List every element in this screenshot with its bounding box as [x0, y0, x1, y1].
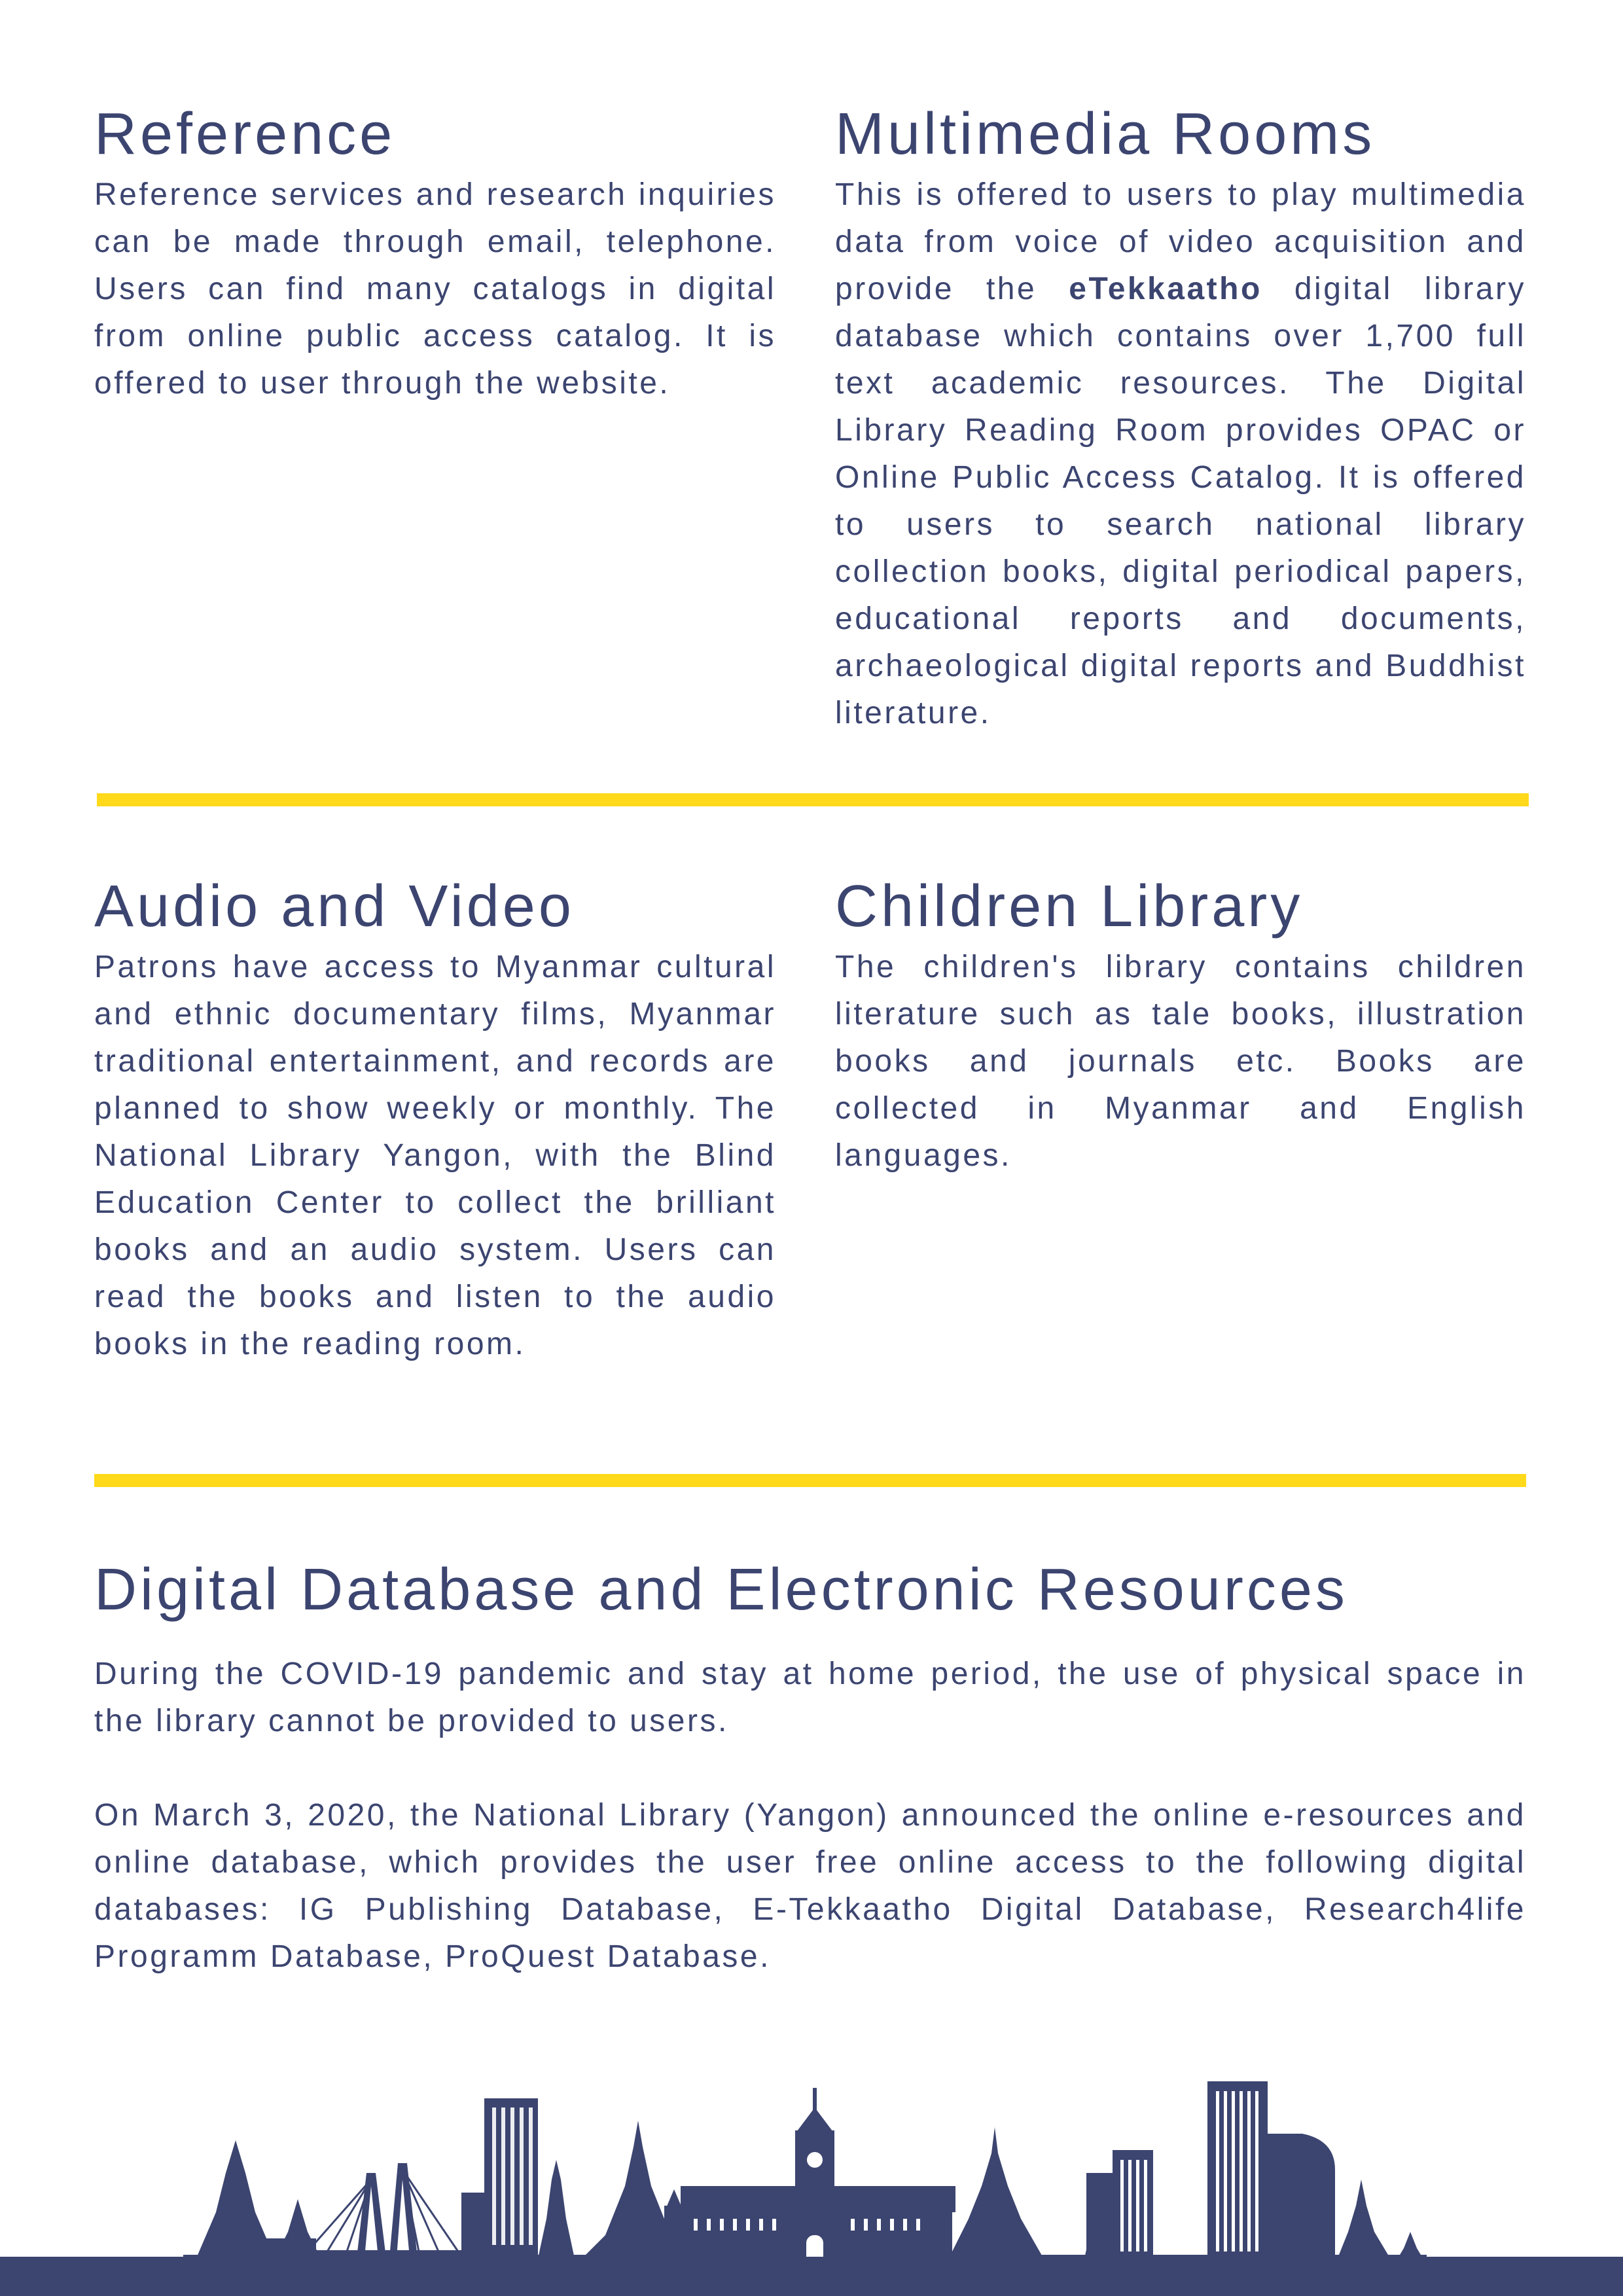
audio-video-title: Audio and Video	[94, 874, 575, 939]
multimedia-title: Multimedia Rooms	[835, 101, 1376, 167]
etekkaatho-highlight: eTekkaatho	[1069, 272, 1262, 306]
reference-title: Reference	[94, 101, 396, 167]
multimedia-body-end: digital library database which contains over 1,700 full text academic resources. The Digital Library Reading Room provides OPAC or Online Public Access Catalog. It is offered to users to search national library collection books, digital periodical papers, educational reports and documents, archaeological digital reports and Buddhist literature.	[835, 272, 1526, 730]
skyline-ground	[0, 2257, 1623, 2296]
digital-database-paragraph-1: During the COVID-19 pandemic and stay at home period, the use of physical space in the library cannot be provided to users.	[94, 1657, 1526, 1738]
multimedia-body-start: This is offered to users to play multimedia data from voice of video acquisition and provide the	[835, 177, 1526, 306]
reference-body: Reference services and research inquiries can be made through email, telephone. Users can find many catalogs in digital from online public access catalog. It is offered to user through the website.	[94, 177, 776, 401]
section-divider	[94, 1474, 1526, 1487]
children-library-title: Children Library	[835, 874, 1304, 939]
section-divider	[97, 793, 1529, 806]
audio-video-body: Patrons have access to Myanmar cultural and ethnic documentary films, Myanmar traditional entertainment, and records are planned to show weekly or monthly. The National Library Yangon, with the Blind Education Center to collect the brilliant books and an audio system. Users can read the books and listen to the audio books in the reading room.	[94, 950, 776, 1361]
digital-database-title: Digital Database and Electronic Resources	[94, 1557, 1348, 1623]
digital-database-paragraph-2: On March 3, 2020, the National Library (Yangon) announced the online e-resources and online database, which provides the user free online access to the following digital databases: IG Publishing Database, E-Tekkaatho Digital Database, Research4life Programm Database, ProQuest Database.	[94, 1798, 1526, 1974]
multimedia-body	[835, 171, 1526, 737]
children-library-body: The children's library contains children literature such as tale books, illustration books and journals etc. Books are collected in Myanmar and English languages.	[835, 950, 1526, 1173]
